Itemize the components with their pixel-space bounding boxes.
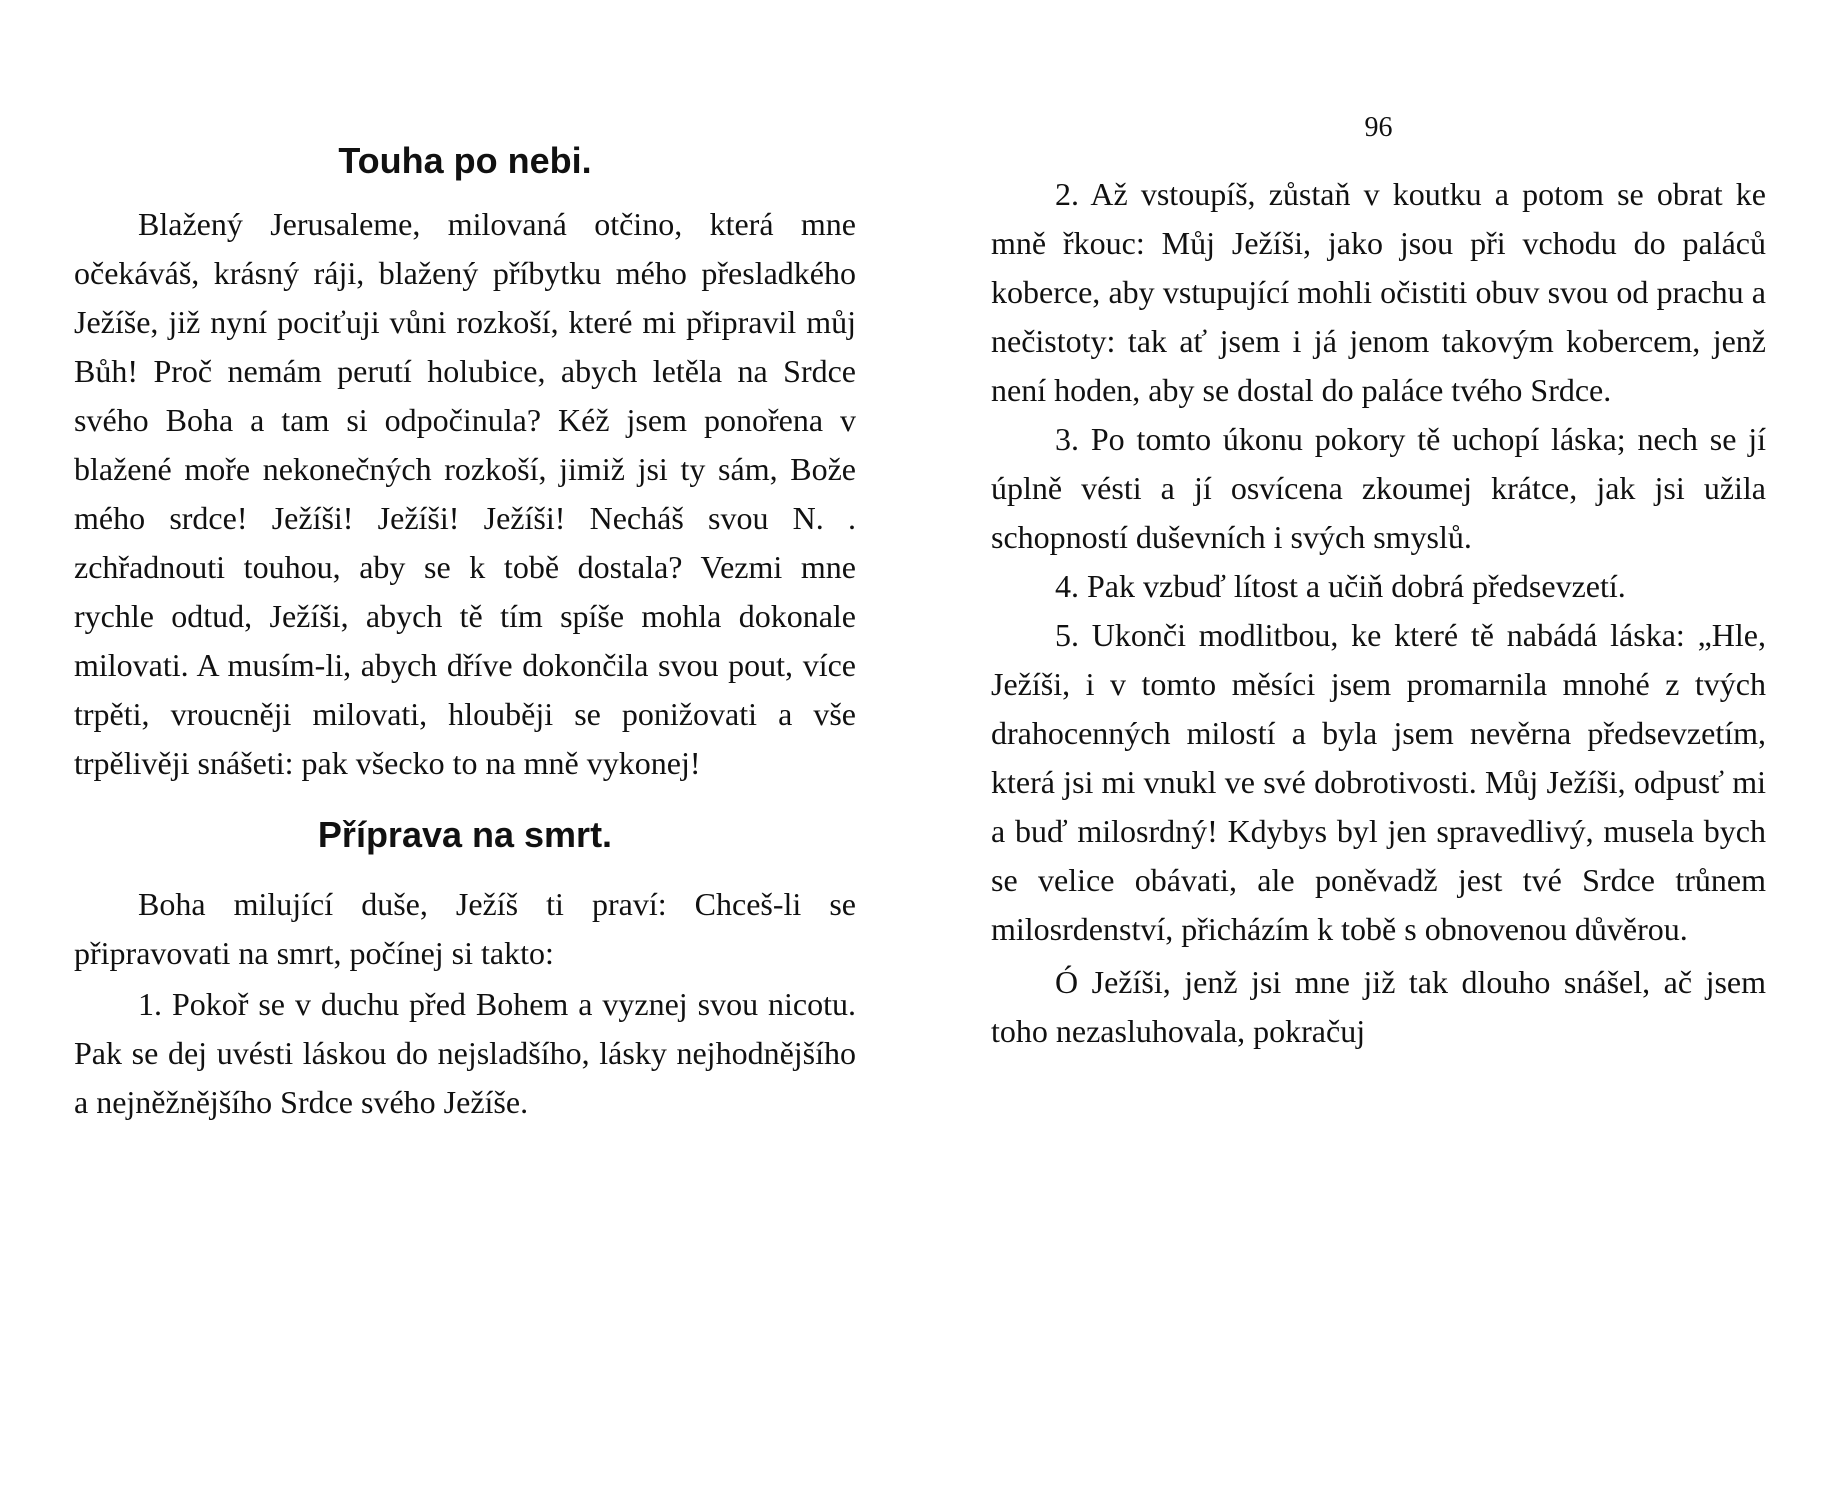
paragraph-touha: Blažený Jerusaleme, milovaná otčino, která mne očekáváš, krásný ráji, blažený příbytku mého přesladkého Ježíše, již nyní pociťuji vůni rozkoší, které mi připravil můj Bůh! Proč nemám perutí holubice, abych letěla na Srdce svého Boha a tam si odpočinula? Kéž jsem ponořena v blažené moře nekonečných rozkoší, jimiž jsi ty sám, Bože mého srdce! Ježíši! Ježíši! Ježíši! Necháš svou N. . zchřadnouti touhou, aby se k tobě dostala? Vezmi mne rychle odtud, Ježíši, abych tě tím spíše mohla dokonale milovati. A musím-li, abych dříve dokončila svou pout, více trpěti, vroucněji milovati, hlouběji se ponižovati a vše trpělivěji snášeti: pak všecko to na mně vykonej! [74,206,856,781]
section-heading-priprava: Příprava na smrt. [317,814,613,855]
paragraph-step-2: 2. Až vstoupíš, zůstaň v koutku a potom se obrat ke mně řkouc: Můj Ježíši, jako jsou při vchodu do paláců koberce, aby vstupující mohli očistiti obuv svou od prachu a nečistoty: tak ať jsem i já jenom takovým kobercem, jenž není hoden, aby se dostal do paláce tvého Srdce. [991,176,1766,408]
right-page [991,0,1766,1056]
left-page [74,0,856,1127]
paragraph-intro: Boha milující duše, Ježíš ti praví: Chceš-li se připravovati na smrt, počínej si takto: [74,886,856,971]
paragraph-step-5: 5. Ukonči modlitbou, ke které tě nabádá láska: „Hle, Ježíši, i v tomto měsíci jsem promarnila mnohé z tvých drahocenných milostí a byla jsem nevěrna předsevzetím, která jsi mi vnukl ve své dobrotivosti. Můj Ježíši, odpusť mi a buď milosrdný! Kdybys byl jen spravedlivý, musela bych se velice obávati, ale poněvadž jest tvé Srdce trůnem milosrdenství, přicházím k tobě s obnovenou důvěrou. [991,617,1766,947]
paragraph-step-3: 3. Po tomto úkonu pokory tě uchopí láska; nech se jí úplně vésti a jí osvícena zkoumej krátce, jak jsi užila schopností duševních i svých smyslů. [991,421,1766,555]
paragraph-step-1: 1. Pokoř se v duchu před Bohem a vyznej svou nicotu. Pak se dej uvésti láskou do nejsladšího, lásky nejhodnějšího a nejněžnějšího Srdce svého Ježíše. [74,986,856,1120]
paragraph-closing: Ó Ježíši, jenž jsi mne již tak dlouho snášel, ač jsem toho nezasluhovala, pokračuj [991,964,1766,1049]
section-heading-touha: Touha po nebi. [338,140,592,181]
paragraph-step-4: 4. Pak vzbuď lítost a učiň dobrá předsevzetí. [1055,568,1626,604]
page-number: 96 [1364,112,1393,143]
